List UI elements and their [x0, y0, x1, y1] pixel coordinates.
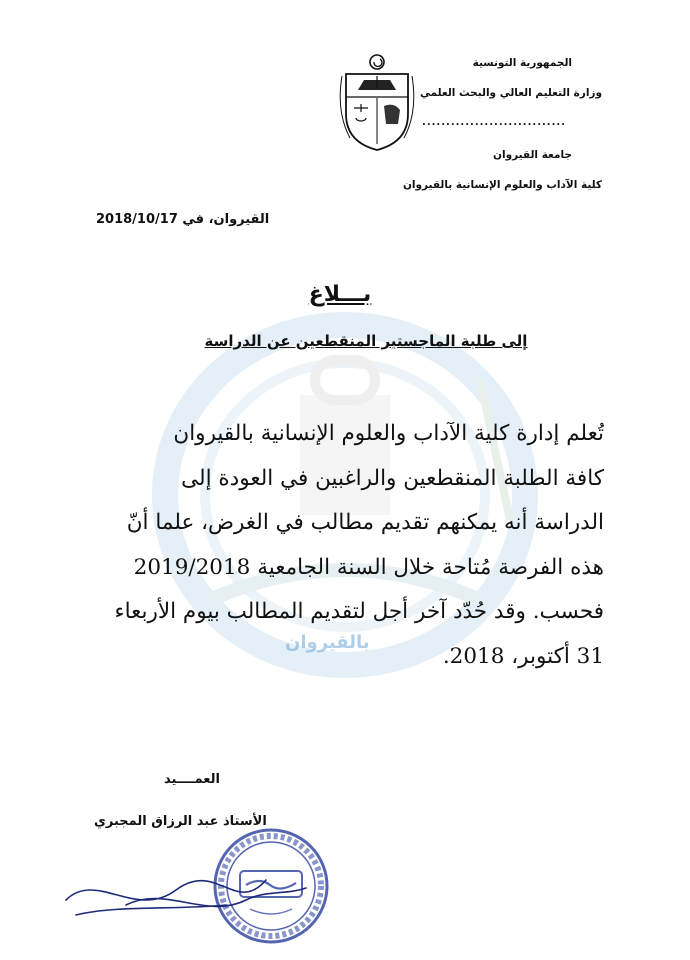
letterhead-faculty: كلية الآداب والعلوم الإنسانية بالقيروان — [402, 179, 602, 191]
announcement-body — [94, 412, 604, 679]
dean-title: العمــــيد — [164, 772, 220, 787]
dean-name: الأستاذ عبد الرزاق المجبري — [94, 814, 267, 829]
document-date: القيروان، في 2018/10/17 — [96, 212, 270, 227]
handwritten-signature — [56, 860, 316, 930]
announcement-subtitle: إلى طلبة الماجستير المنقطعين عن الدراسة — [204, 332, 528, 350]
body-line: فحسب. وقد حُدّد آخر أجل لتقديم المطالب بيوم الأربعاء — [114, 599, 604, 624]
letterhead-separator: .............................. — [422, 117, 566, 128]
body-line: هذه الفرصة مُتاحة خلال السنة الجامعية 2019/2018 — [133, 554, 604, 580]
body-line: كافة الطلبة المنقطعين والراغبين في العودة إلى — [181, 465, 604, 491]
body-line: تُعلم إدارة كلية الآداب والعلوم الإنسانية بالقيروان — [173, 421, 604, 446]
coat-of-arms-icon — [338, 52, 416, 152]
letterhead-university: جامعة القيروان — [493, 149, 572, 161]
watermark-text: بالقيروان — [285, 632, 370, 653]
body-line: الدراسة أنه يمكنهم تقديم مطالب في الغرض، علما أنّ — [126, 510, 604, 535]
letterhead-republic: الجمهورية التونسية — [472, 57, 572, 69]
announcement-title: بـــلاغ — [308, 282, 372, 307]
body-line: 31 أكتوبر، 2018. — [442, 643, 604, 669]
letterhead-ministry: وزارة التعليم العالي والبحث العلمي — [419, 87, 602, 99]
